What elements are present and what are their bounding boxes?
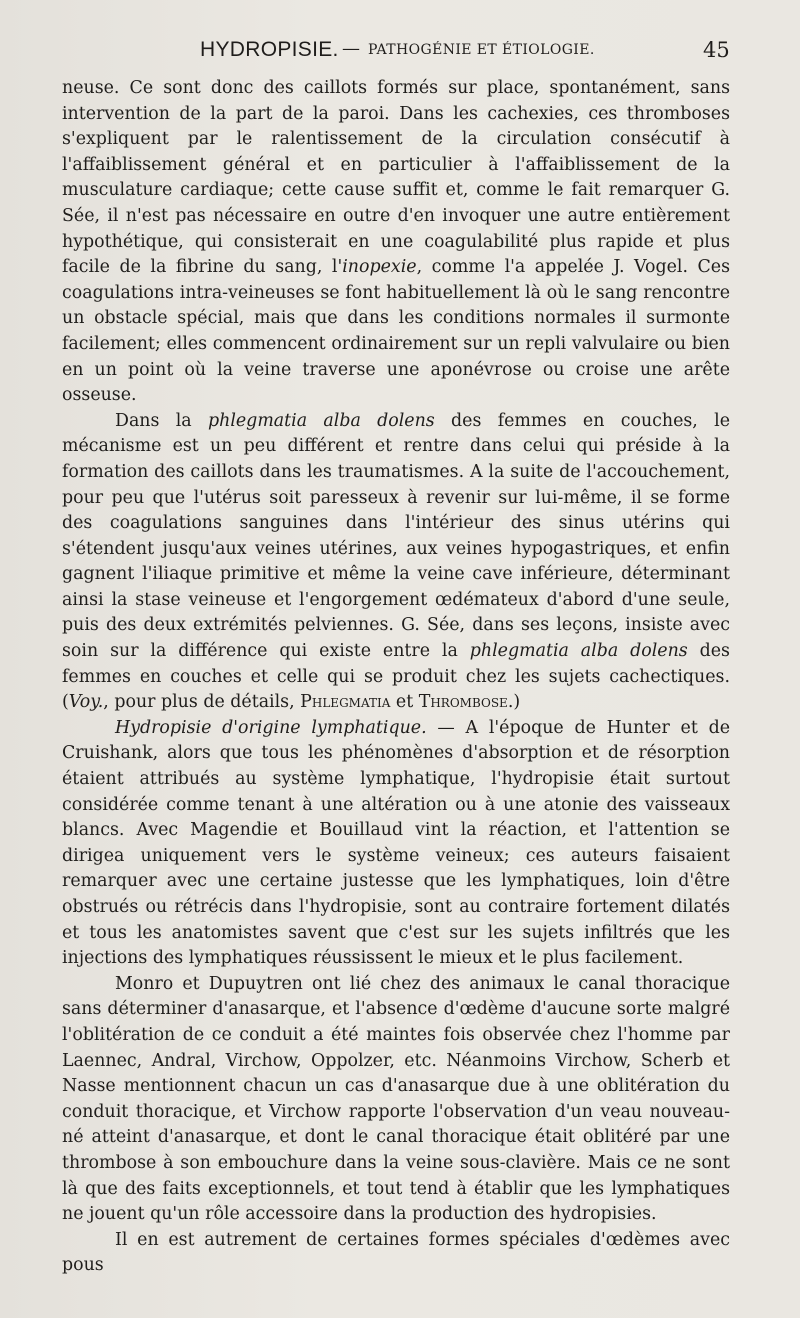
body-text [62,76,730,1279]
paragraph-3: Hydropisie d'origine lymphatique. — A l'époque de Hunter et de Cruishank, alors que tous les phénomènes d'absorption et de résorption étaient attribués au système lymphatique, l'hydropisie était surtout considérée comme tenant à une altération ou à une atonie des vaisseaux blancs. Avec Magendie et Bouillaud vint la réaction, et l'attention se dirigea uniquement vers le système veineux; ces auteurs faisaient remarquer avec une certaine justesse que les lymphatiques, loin d'être obstrués ou rétrécis dans l'hydropisie, sont au contraire fortement dilatés et tous les anatomistes savent que c'est sur les sujets infiltrés que les injections des lymphatiques réussissent le mieux et le plus facilement. [62,717,730,969]
page-number: 45 [703,38,730,62]
styled-phrase: Voy. [68,692,104,713]
paragraph-5: Il en est autrement de certaines formes spéciales d'œdèmes avec pous [62,1229,730,1276]
paragraph-1: neuse. Ce sont donc des caillots formés sur place, spontanément, sans intervention de la part de la paroi. Dans les cachexies, ces thromboses s'expliquent par le ralentissement de la circulation consécutif à l'affaiblissement général et en particulier à l'affaiblissement de la musculature cardiaque; cette cause suffit et, comme le fait remarquer G. Sée, il n'est pas nécessaire en outre d'en invoquer une autre entièrement hypothétique, qui consisterait en une coagulabilité plus rapide et plus facile de la fibrine du sang, l'inopexie, comme l'a appelée J. Vogel. Ces coagulations intra-veineuses se font habituellement là où le sang rencontre un obstacle spécial, mais que dans les conditions normales il surmonte facilement; elles commencent ordinairement sur un repli valvulaire ou bien en un point où la veine traverse une aponévrose ou croise une arête osseuse. [62,78,730,406]
paragraph-4: Monro et Dupuytren ont lié chez des animaux le canal thoracique sans déterminer d'anasarque, et l'absence d'œdème d'aucune sorte malgré l'oblitération de ce conduit a été maintes fois observée chez l'homme par Laennec, Andral, Virchow, Oppolzer, etc. Néanmoins Virchow, Scherb et Nasse mentionnent chacun un cas d'anasarque due à une oblitération du conduit thoracique, et Virchow rapporte l'observation d'un veau nouveau-né atteint d'anasarque, et dont le canal thoracique était oblitéré par une thrombose à son embouchure dans la veine sous-clavière. Mais ce ne sont là que des faits exceptionnels, et tout tend à établir que les lymphatiques ne jouent qu'un rôle accessoire dans la production des hydropisies. [62,973,730,1225]
styled-phrase: phlegmatia alba dolens [469,641,688,662]
running-head-separator: — [342,38,360,59]
running-head [0,38,800,68]
styled-phrase: phlegmatia alba dolens [208,410,435,431]
styled-phrase: Thrombose [418,692,508,713]
styled-phrase: Hydropisie d'origine lymphatique. [115,717,427,738]
paragraph-2: Dans la phlegmatia alba dolens des femmes en couches, le mécanisme est un peu différent et rentre dans celui qui préside à la formation des caillots dans les traumatismes. A la suite de l'accouchement, pour peu que l'utérus soit paresseux à revenir sur lui-même, il se forme des coagulations sanguines dans l'intérieur des sinus utérins qui s'étendent jusqu'aux veines utérines, aux veines hypogastriques, et enfin gagnent l'iliaque primitive et même la veine cave inférieure, déterminant ainsi la stase veineuse et l'engorgement œdémateux d'abord d'une seule, puis des deux extrémités pelviennes. G. Sée, dans ses leçons, insiste avec soin sur la différence qui existe entre la phlegmatia alba dolens des femmes en couches et celle qui se produit chez les sujets cachectiques. (Voy., pour plus de détails, Phlegmatia et Thrombose.) [62,410,730,713]
styled-phrase: inopexie [342,257,417,278]
styled-phrase: Phlegmatia [300,692,391,713]
running-head-section: PATHOGÉNIE ET ÉTIOLOGIE. [368,42,595,58]
running-head-title: HYDROPISIE. [200,38,339,61]
